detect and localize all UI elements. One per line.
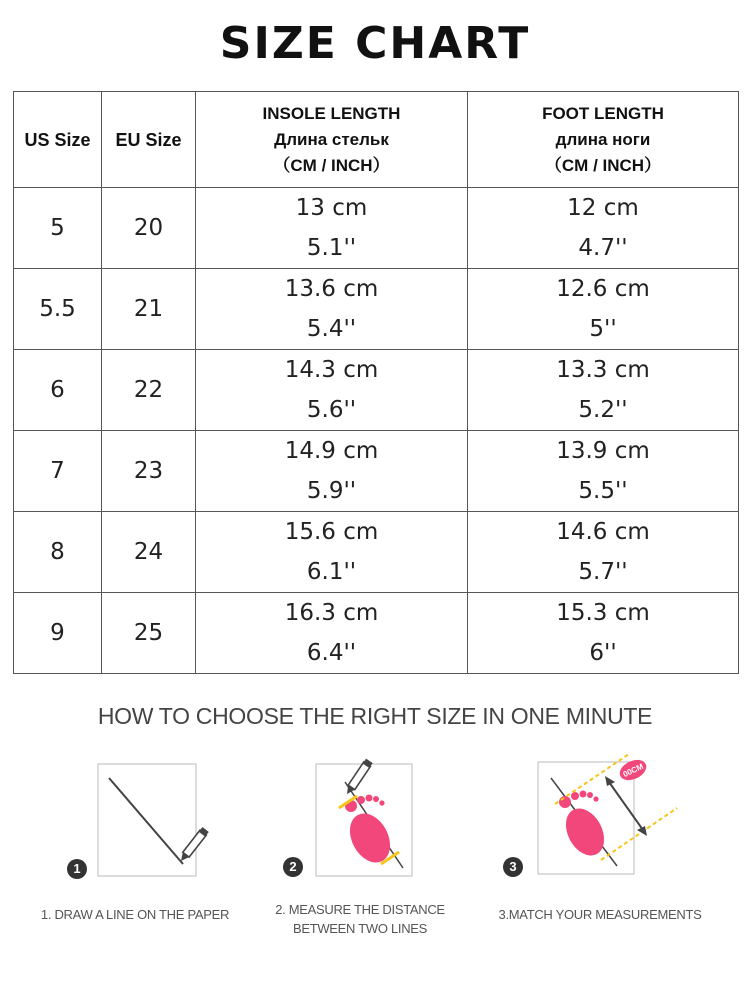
header-eu-size: EU Size: [102, 92, 196, 188]
header-foot-line: （CM / INCH）: [544, 155, 662, 175]
cell-eu-size: 22: [102, 350, 196, 431]
size-chart-table: [13, 91, 739, 674]
step-2-illustration: [315, 756, 415, 878]
cell-us-size: 5.5: [14, 269, 102, 350]
caption-line: 3.MATCH YOUR MEASUREMENTS: [498, 907, 702, 922]
foot-inch: 5'': [589, 316, 617, 342]
header-us-size: US Size: [14, 92, 102, 188]
foot-inch: 5.7'': [578, 559, 628, 585]
insole-inch: 5.6'': [306, 397, 357, 423]
cell-us-size: 6: [14, 350, 102, 431]
match-measure-illustration: [537, 748, 687, 878]
table-row: [14, 350, 739, 431]
cell-foot: [468, 593, 739, 674]
insole-cm: 13 cm: [295, 195, 368, 221]
foot-cm: 12 cm: [567, 195, 639, 221]
cell-insole: [196, 269, 468, 350]
howto-heading: HOW TO CHOOSE THE RIGHT SIZE IN ONE MINUTE: [97, 703, 653, 729]
header-insole-line: INSOLE LENGTH: [262, 103, 401, 123]
cell-us-size: 7: [14, 431, 102, 512]
insole-cm: 15.6 cm: [284, 519, 379, 545]
cell-foot: [468, 269, 739, 350]
paper-line-illustration: [97, 760, 232, 882]
cell-eu-size: 25: [102, 593, 196, 674]
cell-eu-size: 24: [102, 512, 196, 593]
table-row: [14, 188, 739, 269]
foot-cm: 13.3 cm: [556, 357, 650, 383]
cell-foot: [468, 188, 739, 269]
cell-us-size: 5: [14, 188, 102, 269]
foot-measure-illustration: [315, 756, 415, 878]
header-insole-line: （CM / INCH）: [273, 155, 390, 175]
cell-insole: [196, 593, 468, 674]
cell-us-size: 9: [14, 593, 102, 674]
foot-cm: 12.6 cm: [556, 276, 650, 302]
foot-inch: 5.2'': [578, 397, 628, 423]
cell-eu-size: 20: [102, 188, 196, 269]
header-insole-line: Длина стельк: [274, 129, 389, 149]
foot-cm: 13.9 cm: [556, 438, 650, 464]
cell-insole: [196, 512, 468, 593]
insole-cm: 16.3 cm: [284, 600, 379, 626]
step-1-illustration: [97, 760, 232, 882]
cell-foot: [468, 350, 739, 431]
insole-inch: 5.1'': [306, 235, 357, 261]
foot-inch: 5.5'': [578, 478, 628, 504]
step-2-caption: [255, 900, 465, 938]
step-2-number-badge: 2: [283, 857, 303, 877]
insole-cm: 14.3 cm: [284, 357, 379, 383]
foot-inch: 6'': [589, 640, 617, 666]
insole-inch: 5.9'': [306, 478, 357, 504]
cell-insole: [196, 431, 468, 512]
step-3-caption: [482, 905, 718, 924]
step-3-number-badge: 3: [503, 857, 523, 877]
insole-inch: 6.4'': [306, 640, 357, 666]
caption-line: 2. MEASURE THE DISTANCE: [275, 902, 445, 917]
insole-cm: 13.6 cm: [284, 276, 379, 302]
foot-cm: 15.3 cm: [556, 600, 650, 626]
foot-cm: 14.6 cm: [556, 519, 650, 545]
cell-us-size: 8: [14, 512, 102, 593]
table-row: [14, 593, 739, 674]
table-header-row: [14, 92, 739, 188]
table-row: [14, 512, 739, 593]
table-row: [14, 269, 739, 350]
cell-eu-size: 23: [102, 431, 196, 512]
step-1-caption: [20, 905, 250, 924]
insole-cm: 14.9 cm: [284, 438, 379, 464]
header-foot-line: FOOT LENGTH: [542, 103, 664, 123]
cell-foot: [468, 431, 739, 512]
badge-text: 00CM: [621, 761, 645, 780]
table-row: [14, 431, 739, 512]
cell-foot: [468, 512, 739, 593]
header-insole-length: [196, 92, 468, 188]
step-1-number-badge: 1: [67, 859, 87, 879]
caption-line: 1. DRAW A LINE ON THE PAPER: [40, 907, 230, 922]
insole-inch: 6.1'': [306, 559, 357, 585]
cell-insole: [196, 188, 468, 269]
cell-insole: [196, 350, 468, 431]
foot-inch: 4.7'': [578, 235, 628, 261]
insole-inch: 5.4'': [306, 316, 357, 342]
header-foot-length: [468, 92, 739, 188]
step-3-illustration: [537, 748, 687, 878]
cell-eu-size: 21: [102, 269, 196, 350]
page-title: SIZE CHART: [219, 18, 531, 69]
caption-line: BETWEEN TWO LINES: [292, 921, 428, 936]
header-foot-line: длина ноги: [555, 129, 651, 149]
